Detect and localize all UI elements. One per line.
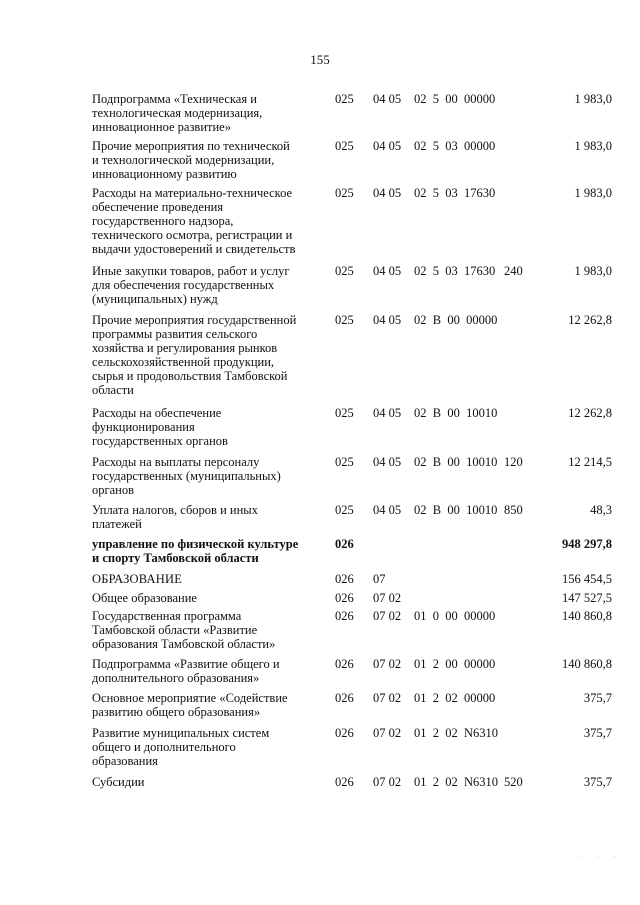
row-rzpr: 04 05 xyxy=(373,455,402,469)
row-name: Государственная программа Тамбовской области «Развитие образования Тамбовской области» xyxy=(92,609,276,651)
row-vr: 240 xyxy=(504,264,523,278)
row-sum: 140 860,8 xyxy=(562,609,612,623)
row-csr: 02 В 00 10010 xyxy=(414,455,498,469)
row-grbs: 026 xyxy=(335,609,354,623)
row-grbs: 026 xyxy=(335,572,354,586)
page-number: 155 xyxy=(310,52,330,67)
row-name: Основное мероприятие «Содействие развитию общего образования» xyxy=(92,691,288,719)
row-rzpr: 04 05 xyxy=(373,139,402,153)
row-sum: 1 983,0 xyxy=(574,92,612,106)
row-rzpr: 07 02 xyxy=(373,775,402,789)
row-name: Общее образование xyxy=(92,591,197,605)
row-name: Расходы на материально-техническое обеспечение проведения государственного надзора, технического осмотра, регистрации и выдачи удостоверений и свидетельств xyxy=(92,186,296,256)
table-row xyxy=(92,186,612,256)
row-sum: 12 214,5 xyxy=(568,455,612,469)
row-csr: 02 5 03 17630 xyxy=(414,264,496,278)
row-name: ОБРАЗОВАНИЕ xyxy=(92,572,183,586)
row-csr: 01 2 02 N6310 xyxy=(414,775,499,789)
row-rzpr: 04 05 xyxy=(373,503,402,517)
row-name: Прочие мероприятия государственной программы развития сельского хозяйства и регулирования рынков сельскохозяйственной продукции, сырья и продовольствия Тамбовской области xyxy=(92,313,297,397)
row-sum: 156 454,5 xyxy=(562,572,612,586)
row-name: Иные закупки товаров, работ и услуг для обеспечения государственных (муниципальных) нужд xyxy=(92,264,290,306)
row-csr: 02 В 00 10010 xyxy=(414,406,498,420)
row-rzpr: 07 02 xyxy=(373,609,402,623)
row-name: Расходы на обеспечение функционирования государственных органов xyxy=(92,406,228,448)
row-sum: 948 297,8 xyxy=(562,537,612,551)
row-grbs: 026 xyxy=(335,726,354,740)
row-name: Субсидии xyxy=(92,775,145,789)
row-rzpr: 04 05 xyxy=(373,186,402,200)
row-sum: 1 983,0 xyxy=(574,139,612,153)
row-rzpr: 04 05 xyxy=(373,313,402,327)
table-row xyxy=(92,775,612,795)
row-csr: 01 0 00 00000 xyxy=(414,609,496,623)
row-grbs: 026 xyxy=(335,691,354,705)
row-csr: 02 В 00 10010 xyxy=(414,503,498,517)
row-grbs: 025 xyxy=(335,264,354,278)
table-row xyxy=(92,313,612,397)
row-csr: 02 В 00 00000 xyxy=(414,313,498,327)
row-grbs: 025 xyxy=(335,92,354,106)
row-grbs: 025 xyxy=(335,503,354,517)
row-name: Подпрограмма «Техническая и технологическая модернизация, инновационное развитие» xyxy=(92,92,263,134)
row-rzpr: 04 05 xyxy=(373,264,402,278)
table-row xyxy=(92,264,612,306)
row-csr: 01 2 02 00000 xyxy=(414,691,496,705)
row-vr: 120 xyxy=(504,455,523,469)
row-csr: 01 2 00 00000 xyxy=(414,657,496,671)
row-csr: 02 5 03 00000 xyxy=(414,139,496,153)
row-vr: 520 xyxy=(504,775,523,789)
row-rzpr: 07 xyxy=(373,572,386,586)
row-grbs: 026 xyxy=(335,657,354,671)
row-name: Уплата налогов, сборов и иных платежей xyxy=(92,503,258,531)
row-rzpr: 07 02 xyxy=(373,691,402,705)
row-name: Прочие мероприятия по технической и технологической модернизации, инновационному развитию xyxy=(92,139,290,181)
row-rzpr: 07 02 xyxy=(373,591,402,605)
table-row xyxy=(92,691,612,719)
row-csr: 02 5 00 00000 xyxy=(414,92,496,106)
row-sum: 1 983,0 xyxy=(574,186,612,200)
table-row xyxy=(92,726,612,768)
row-rzpr: 04 05 xyxy=(373,92,402,106)
row-rzpr: 04 05 xyxy=(373,406,402,420)
table-row xyxy=(92,537,612,565)
row-sum: 12 262,8 xyxy=(568,406,612,420)
table-row xyxy=(92,503,612,531)
row-grbs: 025 xyxy=(335,139,354,153)
table-row xyxy=(92,139,612,181)
row-sum: 48,3 xyxy=(590,503,612,517)
row-grbs: 026 xyxy=(335,537,354,551)
row-sum: 375,7 xyxy=(583,691,612,705)
row-sum: 1 983,0 xyxy=(574,264,612,278)
row-vr: 850 xyxy=(504,503,523,517)
row-sum: 12 262,8 xyxy=(568,313,612,327)
row-name: Расходы на выплаты персоналу государственных (муниципальных) органов xyxy=(92,455,281,497)
row-sum: 140 860,8 xyxy=(562,657,612,671)
row-sum: 375,7 xyxy=(583,775,612,789)
row-sum: 147 527,5 xyxy=(562,591,612,605)
row-sum: 375,7 xyxy=(583,726,612,740)
table-row xyxy=(92,591,612,611)
row-rzpr: 07 02 xyxy=(373,726,402,740)
row-grbs: 025 xyxy=(335,186,354,200)
row-grbs: 026 xyxy=(335,775,354,789)
row-csr: 01 2 02 N6310 xyxy=(414,726,499,740)
table-row xyxy=(92,406,612,448)
table-row xyxy=(92,92,612,134)
row-csr: 02 5 03 17630 xyxy=(414,186,496,200)
table-row xyxy=(92,572,612,592)
row-grbs: 025 xyxy=(335,313,354,327)
row-grbs: 025 xyxy=(335,406,354,420)
table-row xyxy=(92,609,612,651)
table-row xyxy=(92,455,612,497)
table-row xyxy=(92,657,612,685)
row-name: управление по физической культуре и спорту Тамбовской области xyxy=(92,537,299,565)
row-rzpr: 07 02 xyxy=(373,657,402,671)
scan-specks: · · · xyxy=(580,853,622,862)
row-grbs: 025 xyxy=(335,455,354,469)
row-grbs: 026 xyxy=(335,591,354,605)
row-name: Подпрограмма «Развитие общего и дополнительного образования» xyxy=(92,657,280,685)
row-name: Развитие муниципальных систем общего и дополнительного образования xyxy=(92,726,270,768)
